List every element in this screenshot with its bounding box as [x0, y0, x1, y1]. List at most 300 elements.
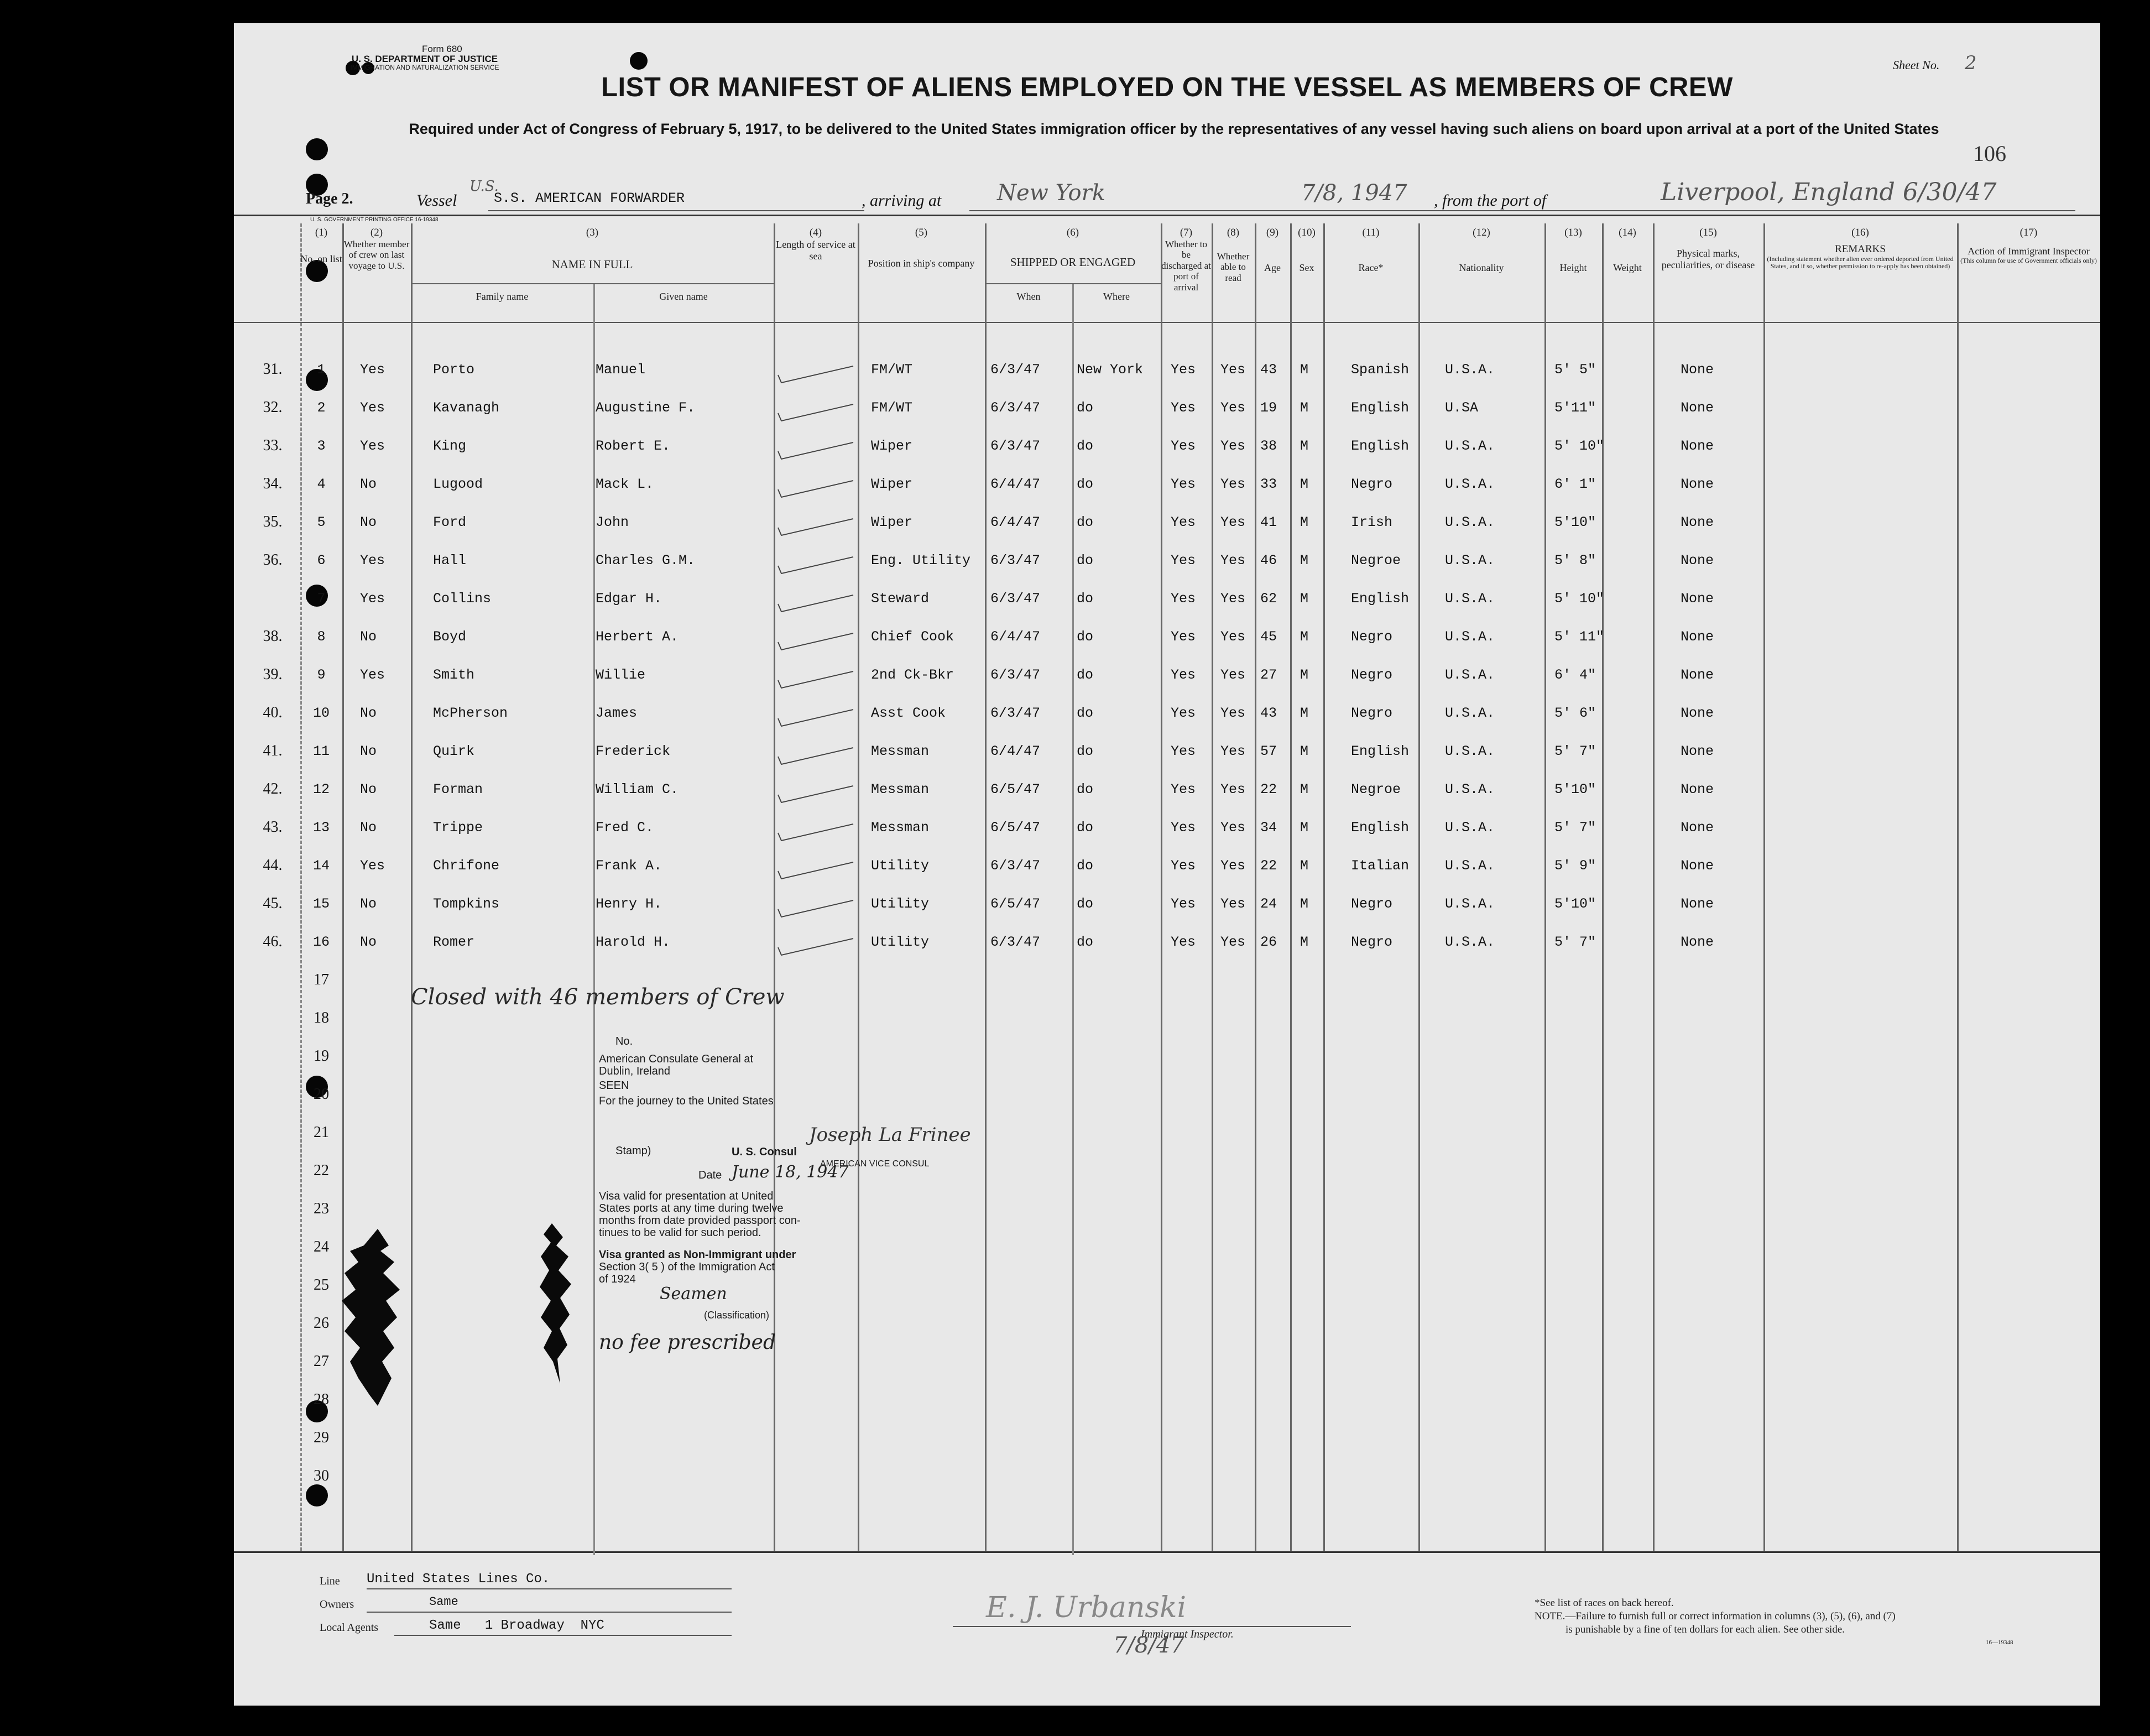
- col-where: do: [1077, 476, 1094, 492]
- stamp-line: of 1924: [599, 1273, 636, 1285]
- col1-header: (1) No. on list: [300, 227, 342, 264]
- col-sex: M: [1300, 400, 1309, 416]
- arriving-port: New York: [997, 180, 1105, 206]
- from-port-label: , from the port of: [1434, 191, 1547, 210]
- col-physical-marks: None: [1681, 781, 1714, 797]
- col-position: FM/WT: [871, 362, 913, 378]
- col-read: Yes: [1220, 896, 1246, 912]
- sheet-label: Sheet No.: [1893, 58, 1940, 72]
- col-read: Yes: [1220, 667, 1246, 683]
- col-when: 6/3/47: [990, 858, 1041, 874]
- col-prev-voyage: No: [360, 629, 377, 645]
- margin-line-number: 42.: [263, 780, 283, 797]
- col-age: 33: [1260, 476, 1277, 492]
- col17-header: (17) Action of Immigrant Inspector (This column for use of Government officials only): [1960, 227, 2097, 264]
- col-read: Yes: [1220, 514, 1246, 530]
- classification-label: (Classification): [704, 1310, 770, 1321]
- col-discharged: Yes: [1171, 514, 1196, 530]
- empty-row-number: 19: [314, 1047, 329, 1065]
- col-position: Utility: [871, 858, 930, 874]
- col-prev-voyage: No: [360, 514, 377, 530]
- page-title: LIST OR MANIFEST OF ALIENS EMPLOYED ON THE VESSEL AS MEMBERS OF CREW: [601, 72, 1733, 102]
- col-position: Messman: [871, 743, 930, 759]
- col-when: 6/3/47: [990, 362, 1041, 378]
- col-nationality: U.S.A.: [1445, 514, 1495, 530]
- agents-value: Same 1 Broadway NYC: [429, 1618, 604, 1633]
- col9-header: (9) Age: [1264, 227, 1281, 273]
- empty-row-number: 21: [314, 1124, 329, 1141]
- table-row: [234, 927, 2100, 965]
- col-height: 5' 10": [1554, 591, 1605, 607]
- col-sex: M: [1300, 438, 1309, 454]
- service-check-mark: [776, 477, 859, 499]
- col-read: Yes: [1220, 743, 1246, 759]
- margin-line-number: 35.: [263, 513, 283, 530]
- service-check-mark: [776, 859, 859, 881]
- col-sex: M: [1300, 858, 1309, 874]
- col3-header: (3) NAME IN FULL: [551, 227, 633, 271]
- col-where: do: [1077, 667, 1094, 683]
- table-row: [234, 660, 2100, 698]
- col-when: 6/4/47: [990, 476, 1041, 492]
- margin-line-number: 31.: [263, 361, 283, 378]
- col-family-name: Kavanagh: [433, 400, 500, 416]
- closing-note: Closed with 46 members of Crew: [411, 984, 785, 1010]
- col-race: Negro: [1351, 896, 1393, 912]
- col-given-name: Frederick: [596, 743, 671, 759]
- col-family-name: Tompkins: [433, 896, 500, 912]
- col-sex: M: [1300, 591, 1309, 607]
- col12-header: (12) Nationality: [1459, 227, 1504, 273]
- col-height: 5' 7": [1554, 820, 1596, 836]
- stamp-line: For the journey to the United States: [599, 1095, 774, 1107]
- col-given-name: Herbert A.: [596, 629, 679, 645]
- col-sex: M: [1300, 552, 1309, 569]
- table-row: [234, 508, 2100, 545]
- sheet-number-field: [1893, 52, 1976, 74]
- col6-header: (6) SHIPPED OR ENGAGED: [1010, 227, 1136, 269]
- table-row: [234, 813, 2100, 851]
- col-discharged: Yes: [1171, 362, 1196, 378]
- stamp-line: Stamp): [615, 1145, 651, 1157]
- col-discharged: Yes: [1171, 591, 1196, 607]
- empty-row-number: 28: [314, 1391, 329, 1408]
- col-race: English: [1351, 591, 1410, 607]
- footnote-penalty: NOTE.—Failure to furnish full or correct information in columns (3), (5), (6), and (7): [1535, 1610, 1896, 1622]
- service-check-mark: [776, 554, 859, 576]
- col-sex: M: [1300, 781, 1309, 797]
- col-race: Irish: [1351, 514, 1393, 530]
- col-prev-voyage: Yes: [360, 438, 385, 454]
- col-prev-voyage: Yes: [360, 667, 385, 683]
- col-nationality: U.S.A.: [1445, 781, 1495, 797]
- service-check-mark: [776, 515, 859, 538]
- col-where: New York: [1077, 362, 1144, 378]
- col-race: Italian: [1351, 858, 1410, 874]
- col-position: Steward: [871, 591, 930, 607]
- col-where: do: [1077, 514, 1094, 530]
- col-discharged: Yes: [1171, 743, 1196, 759]
- col-age: 62: [1260, 591, 1277, 607]
- table-bottom-rule: [234, 1551, 2100, 1553]
- col-given-name: William C.: [596, 781, 679, 797]
- col-prev-voyage: No: [360, 781, 377, 797]
- col-read: Yes: [1220, 858, 1246, 874]
- empty-row-number: 17: [314, 971, 329, 988]
- owners-value: Same: [429, 1595, 458, 1609]
- empty-row-number: 24: [314, 1238, 329, 1255]
- table-row: [234, 546, 2100, 583]
- col-height: 5' 7": [1554, 934, 1596, 950]
- col-age: 45: [1260, 629, 1277, 645]
- col-where: do: [1077, 552, 1094, 569]
- col-height: 5'10": [1554, 781, 1596, 797]
- perforation-seal-mark: [339, 1229, 411, 1406]
- line-value: United States Lines Co.: [367, 1572, 550, 1587]
- col-nationality: U.S.A.: [1445, 896, 1495, 912]
- col-sex: M: [1300, 705, 1309, 721]
- col-sex: M: [1300, 514, 1309, 530]
- col-nationality: U.S.A.: [1445, 858, 1495, 874]
- col2-header: (2) Whether member of crew on last voyage to U.S.: [343, 227, 410, 271]
- table-top-rule: [234, 215, 2100, 216]
- col-prev-voyage: Yes: [360, 552, 385, 569]
- col-discharged: Yes: [1171, 781, 1196, 797]
- inspector-signature: E. J. Urbanski: [986, 1591, 1187, 1624]
- col-position: Wiper: [871, 514, 913, 530]
- col-when: 6/3/47: [990, 438, 1041, 454]
- col-read: Yes: [1220, 820, 1246, 836]
- col8-header: (8) Whether able to read: [1217, 227, 1250, 283]
- col-height: 5' 7": [1554, 743, 1596, 759]
- col-nationality: U.S.A.: [1445, 591, 1495, 607]
- arrival-date: 7/8, 1947: [1301, 180, 1407, 206]
- table-row: [234, 470, 2100, 507]
- arriving-label: , arriving at: [862, 191, 942, 210]
- vessel-line: [306, 178, 2075, 217]
- col-discharged: Yes: [1171, 629, 1196, 645]
- margin-line-number: 43.: [263, 819, 283, 836]
- margin-line-number: 44.: [263, 857, 283, 874]
- col-age: 27: [1260, 667, 1277, 683]
- col-age: 38: [1260, 438, 1277, 454]
- margin-line-number: 45.: [263, 895, 283, 912]
- col-position: Utility: [871, 934, 930, 950]
- col-where: do: [1077, 591, 1094, 607]
- col-physical-marks: None: [1681, 743, 1714, 759]
- col-family-name: Smith: [433, 667, 475, 683]
- col-position: Wiper: [871, 438, 913, 454]
- col-when: 6/5/47: [990, 820, 1041, 836]
- col-read: Yes: [1220, 705, 1246, 721]
- col-sex: M: [1300, 743, 1309, 759]
- vessel-label: Vessel: [416, 191, 457, 210]
- col-family-name: Chrifone: [433, 858, 500, 874]
- agents-label: Local Agents: [320, 1622, 379, 1634]
- col-family-name: Lugood: [433, 476, 483, 492]
- col-given-name: Manuel: [596, 362, 646, 378]
- col-height: 5' 9": [1554, 858, 1596, 874]
- col-prev-voyage: Yes: [360, 858, 385, 874]
- col-prev-voyage: No: [360, 705, 377, 721]
- col-where: do: [1077, 400, 1094, 416]
- stamp-line: tinues to be valid for such period.: [599, 1227, 761, 1239]
- margin-line-number: 36.: [263, 551, 283, 569]
- punch-hole: [630, 52, 648, 70]
- page-label: Page 2.: [306, 190, 353, 207]
- where-header: Where: [1103, 291, 1130, 302]
- col-sex: M: [1300, 820, 1309, 836]
- stamp-date: June 18, 1947: [732, 1162, 849, 1182]
- col-nationality: U.S.A.: [1445, 705, 1495, 721]
- stamp-line: States ports at any time during twelve: [599, 1202, 784, 1214]
- service-check-mark: [776, 783, 859, 805]
- col-no: 5: [317, 514, 326, 530]
- col-nationality: U.SA: [1445, 400, 1479, 416]
- perforation-seal-mark: [535, 1223, 580, 1384]
- table-row: [234, 584, 2100, 622]
- col-age: 22: [1260, 781, 1277, 797]
- service-check-mark: [776, 821, 859, 843]
- col-nationality: U.S.A.: [1445, 934, 1495, 950]
- form-header: [342, 44, 508, 71]
- col-position: Asst Cook: [871, 705, 946, 721]
- col14-header: (14) Weight: [1613, 227, 1642, 273]
- col-no: 10: [312, 705, 330, 721]
- col-height: 5' 8": [1554, 552, 1596, 569]
- col-prev-voyage: No: [360, 743, 377, 759]
- punch-hole: [306, 1484, 328, 1506]
- col-discharged: Yes: [1171, 934, 1196, 950]
- margin-line-number: 40.: [263, 704, 283, 721]
- col-when: 6/3/47: [990, 591, 1041, 607]
- col-sex: M: [1300, 476, 1309, 492]
- inspector-date: 7/8/47: [1113, 1633, 1184, 1658]
- col-height: 5' 5": [1554, 362, 1596, 378]
- col-given-name: Edgar H.: [596, 591, 662, 607]
- col16-header: (16) REMARKS (Including statement whether alien ever ordered deported from United States, and if so, whether permission to re-apply has been obtained): [1767, 227, 1954, 270]
- col-when: 6/3/47: [990, 400, 1041, 416]
- col-no: 12: [312, 781, 330, 797]
- col-age: 26: [1260, 934, 1277, 950]
- col-given-name: Frank A.: [596, 858, 662, 874]
- col-when: 6/5/47: [990, 781, 1041, 797]
- col-given-name: James: [596, 705, 638, 721]
- departure-port: Liverpool, England 6/30/47: [1661, 178, 1997, 206]
- col-race: Negroe: [1351, 552, 1401, 569]
- service-name: IMMIGRATION AND NATURALIZATION SERVICE: [350, 63, 499, 71]
- service-check-mark: [776, 439, 859, 461]
- col-sex: M: [1300, 934, 1309, 950]
- col-nationality: U.S.A.: [1445, 476, 1495, 492]
- col-no: 1: [317, 362, 326, 378]
- col-prev-voyage: Yes: [360, 362, 385, 378]
- table-row: [234, 775, 2100, 812]
- col-where: do: [1077, 896, 1094, 912]
- col-family-name: Porto: [433, 362, 475, 378]
- col-race: Negro: [1351, 934, 1393, 950]
- consul-signature: Joseph La Frinee: [809, 1124, 971, 1146]
- given-name-header: Given name: [659, 291, 708, 302]
- col-no: 9: [317, 667, 326, 683]
- service-check-mark: [776, 897, 859, 919]
- col-when: 6/4/47: [990, 629, 1041, 645]
- col5-header: (5) Position in ship's company: [868, 227, 975, 269]
- table-row: [234, 393, 2100, 431]
- col-no: 2: [317, 400, 326, 416]
- col-physical-marks: None: [1681, 400, 1714, 416]
- col-physical-marks: None: [1681, 896, 1714, 912]
- col-physical-marks: None: [1681, 514, 1714, 530]
- col-read: Yes: [1220, 591, 1246, 607]
- col-given-name: Fred C.: [596, 820, 654, 836]
- col-position: Eng. Utility: [871, 552, 971, 569]
- col-position: 2nd Ck-Bkr: [871, 667, 954, 683]
- empty-row-number: 29: [314, 1429, 329, 1446]
- col-sex: M: [1300, 629, 1309, 645]
- col-nationality: U.S.A.: [1445, 820, 1495, 836]
- col-physical-marks: None: [1681, 476, 1714, 492]
- col-no: 16: [312, 934, 330, 950]
- col-given-name: Henry H.: [596, 896, 662, 912]
- col-height: 5' 11": [1554, 629, 1605, 645]
- col-position: Messman: [871, 820, 930, 836]
- col-race: Negro: [1351, 667, 1393, 683]
- stamp-line: Section 3( 5 ) of the Immigration Act: [599, 1261, 775, 1273]
- col-given-name: Mack L.: [596, 476, 654, 492]
- col-prev-voyage: Yes: [360, 400, 385, 416]
- stamp-line: months from date provided passport con-: [599, 1214, 801, 1227]
- table-row: [234, 851, 2100, 889]
- col-family-name: Boyd: [433, 629, 467, 645]
- col-height: 5'10": [1554, 896, 1596, 912]
- col-sex: M: [1300, 362, 1309, 378]
- col-given-name: Augustine F.: [596, 400, 696, 416]
- stamp-line: U. S. Consul: [732, 1146, 797, 1158]
- table-row: [234, 355, 2100, 393]
- col-nationality: U.S.A.: [1445, 552, 1495, 569]
- col-prev-voyage: No: [360, 476, 377, 492]
- col-read: Yes: [1220, 781, 1246, 797]
- col-age: 57: [1260, 743, 1277, 759]
- empty-row-number: 27: [314, 1353, 329, 1370]
- col13-header: (13) Height: [1559, 227, 1587, 273]
- line-label: Line: [320, 1575, 340, 1587]
- col-no: 11: [312, 743, 330, 759]
- col-age: 22: [1260, 858, 1277, 874]
- col-no: 13: [312, 820, 330, 836]
- col-age: 41: [1260, 514, 1277, 530]
- col-family-name: Ford: [433, 514, 467, 530]
- col-when: 6/4/47: [990, 743, 1041, 759]
- col-physical-marks: None: [1681, 705, 1714, 721]
- col-race: Negro: [1351, 705, 1393, 721]
- margin-line-number: 46.: [263, 933, 283, 950]
- col-prev-voyage: No: [360, 934, 377, 950]
- table-row: [234, 622, 2100, 660]
- col-race: Spanish: [1351, 362, 1410, 378]
- vessel-prefix: U.S.: [469, 178, 499, 195]
- col-discharged: Yes: [1171, 667, 1196, 683]
- table-row: [234, 737, 2100, 774]
- col-physical-marks: None: [1681, 629, 1714, 645]
- stamp-number-label: No.: [615, 1035, 633, 1047]
- empty-row-number: 26: [314, 1315, 329, 1332]
- col-where: do: [1077, 934, 1094, 950]
- col-where: do: [1077, 743, 1094, 759]
- col-position: Messman: [871, 781, 930, 797]
- col-where: do: [1077, 781, 1094, 797]
- col-prev-voyage: No: [360, 820, 377, 836]
- margin-line-number: 39.: [263, 666, 283, 683]
- header-bottom-rule: [234, 322, 2100, 323]
- sheet-number: 2: [1964, 52, 1977, 74]
- margin-line-number: 38.: [263, 628, 283, 645]
- col-family-name: Hall: [433, 552, 467, 569]
- col-family-name: Quirk: [433, 743, 475, 759]
- col-read: Yes: [1220, 362, 1246, 378]
- col15-header: (15) Physical marks, peculiarities, or disease: [1661, 227, 1755, 270]
- col-family-name: Trippe: [433, 820, 483, 836]
- col-read: Yes: [1220, 629, 1246, 645]
- col-position: Wiper: [871, 476, 913, 492]
- stamp-line: Dublin, Ireland: [599, 1065, 670, 1077]
- col-age: 34: [1260, 820, 1277, 836]
- empty-row-number: 30: [314, 1467, 329, 1484]
- col-nationality: U.S.A.: [1445, 362, 1495, 378]
- col-height: 5' 10": [1554, 438, 1605, 454]
- col-when: 6/4/47: [990, 514, 1041, 530]
- col-family-name: McPherson: [433, 705, 508, 721]
- col-given-name: Charles G.M.: [596, 552, 696, 569]
- col-position: Utility: [871, 896, 930, 912]
- col-race: Negro: [1351, 476, 1393, 492]
- vessel-name: S.S. AMERICAN FORWARDER: [494, 190, 685, 206]
- col-discharged: Yes: [1171, 820, 1196, 836]
- empty-row-number: 20: [314, 1086, 329, 1103]
- printing-office: U. S. GOVERNMENT PRINTING OFFICE 16-19348: [310, 217, 439, 223]
- footnote-races: *See list of races on back hereof.: [1535, 1597, 1674, 1609]
- service-check-mark: [776, 401, 859, 423]
- col-no: 6: [317, 552, 326, 569]
- col-physical-marks: None: [1681, 934, 1714, 950]
- col-given-name: Harold H.: [596, 934, 671, 950]
- col-no: 7: [317, 591, 326, 607]
- owners-label: Owners: [320, 1598, 354, 1610]
- col-no: 8: [317, 629, 326, 645]
- col-age: 43: [1260, 705, 1277, 721]
- form-number: Form 680: [422, 44, 462, 54]
- col-where: do: [1077, 629, 1094, 645]
- col-physical-marks: None: [1681, 591, 1714, 607]
- col-race: English: [1351, 400, 1410, 416]
- classification-value: Seamen: [660, 1284, 727, 1304]
- col-where: do: [1077, 438, 1094, 454]
- col-sex: M: [1300, 667, 1309, 683]
- col-family-name: Collins: [433, 591, 492, 607]
- col-where: do: [1077, 820, 1094, 836]
- col-physical-marks: None: [1681, 820, 1714, 836]
- col-discharged: Yes: [1171, 438, 1196, 454]
- col-read: Yes: [1220, 934, 1246, 950]
- col-family-name: King: [433, 438, 467, 454]
- service-check-mark: [776, 668, 859, 690]
- col-nationality: U.S.A.: [1445, 438, 1495, 454]
- stamp-date-label: Date: [698, 1169, 722, 1181]
- col-discharged: Yes: [1171, 896, 1196, 912]
- col-where: do: [1077, 705, 1094, 721]
- manifest-sheet: [234, 23, 2100, 1706]
